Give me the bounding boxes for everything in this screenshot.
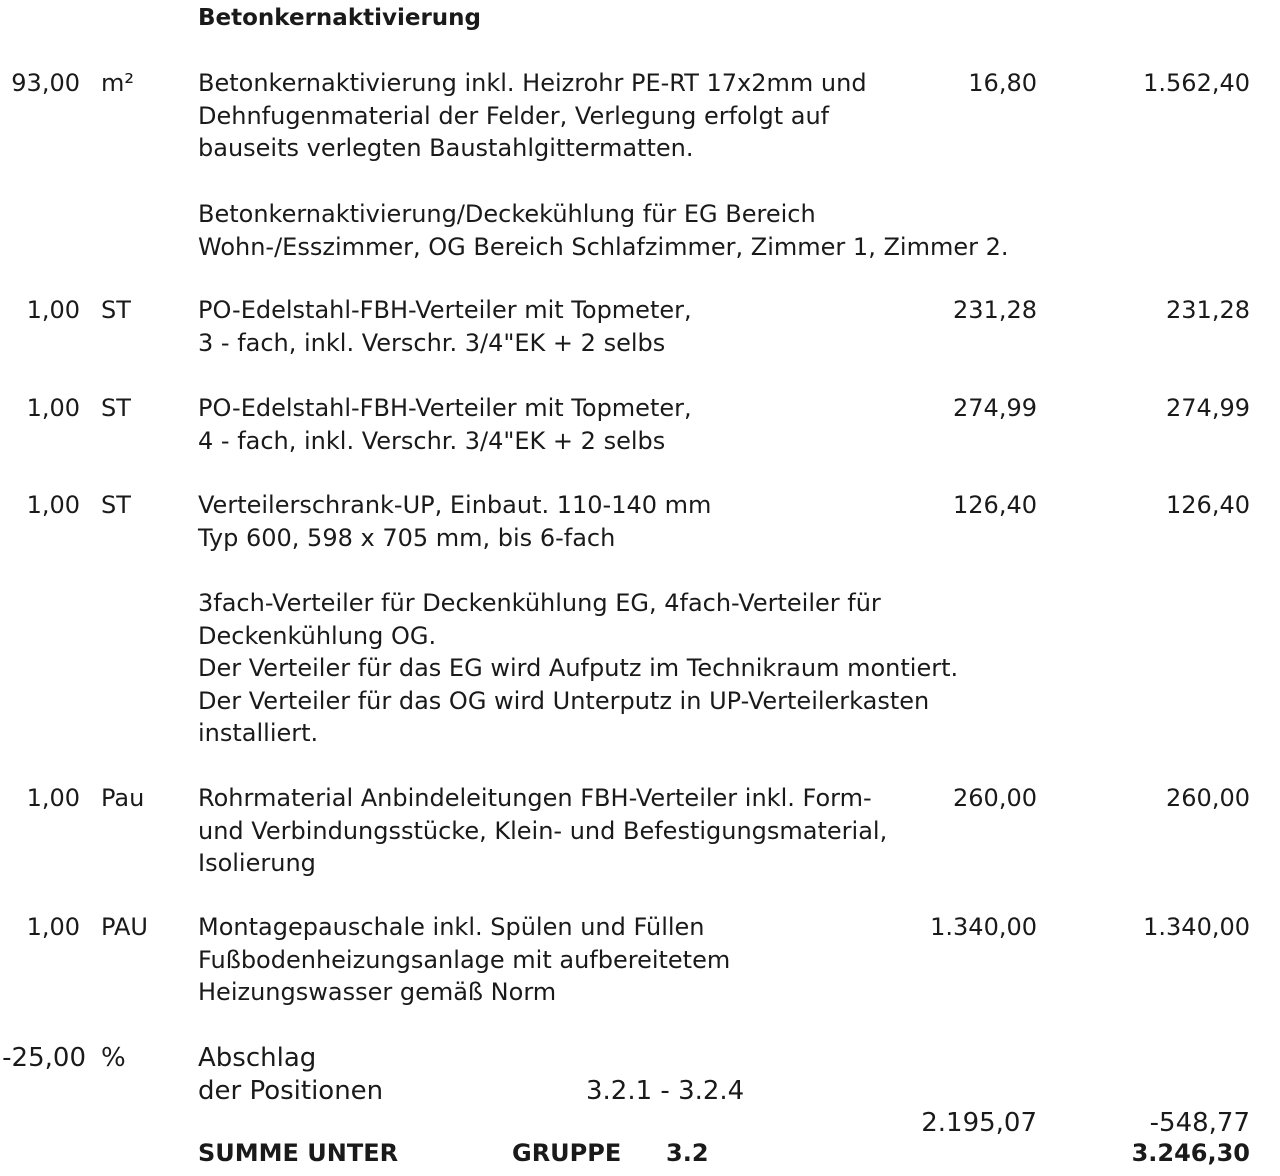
position-4-description [198,489,711,554]
position-4-unit: ST [101,491,131,519]
summary-total: 3.246,30 [1131,1139,1250,1167]
position-6-total: 1.340,00 [1143,913,1250,941]
position-5-unit: Pau [101,784,145,812]
position-1-qty: 93,00 [11,69,80,97]
position-5-total: 260,00 [1166,784,1250,812]
note-2-line: Der Verteiler für das EG wird Aufputz im Technikraum montiert. [198,654,959,682]
summary-label: SUMME UNTER [198,1139,399,1167]
note-2 [198,587,958,750]
position-1-unit-price: 16,80 [968,69,1037,97]
position-1-total: 1.562,40 [1143,69,1250,97]
discount-qty: -25,00 [2,1043,86,1073]
position-6-qty: 1,00 [26,913,80,941]
position-2-qty: 1,00 [26,296,80,324]
discount-unit: % [101,1043,126,1073]
section-title: Betonkernaktivierung [198,5,482,31]
note-2-line: Deckenkühlung OG. [198,621,437,650]
position-5-desc-line: Isolierung [198,849,316,877]
note-1 [198,198,1008,263]
position-6-unit-price: 1.340,00 [930,913,1037,941]
position-1-desc-line: bauseits verlegten Baustahlgittermatten. [198,134,694,162]
position-1-desc-line: Dehnfugenmaterial der Felder, Verlegung erfolgt auf [198,101,830,130]
position-5-desc-line: Rohrmaterial Anbindeleitungen FBH-Verteiler inkl. Form- [198,784,872,812]
note-1-line: Wohn-/Esszimmer, OG Bereich Schlafzimmer, Zimmer 1, Zimmer 2. [198,232,1009,261]
summary-group-label: GRUPPE [512,1139,622,1167]
position-3-total: 274,99 [1166,394,1250,422]
discount-label-1: Abschlag [198,1043,317,1073]
position-5-unit-price: 260,00 [953,784,1037,812]
position-1-description [198,67,867,165]
position-4-total: 126,40 [1166,491,1250,519]
position-2-desc-line: 3 - fach, inkl. Verschr. 3/4"EK + 2 selbs [198,328,666,357]
position-3-unit: ST [101,394,131,422]
position-6-desc-line: Montagepauschale inkl. Spülen und Füllen [198,913,705,941]
note-2-line: Der Verteiler für das OG wird Unterputz in UP-Verteilerkasten [198,686,930,715]
position-2-description [198,294,692,359]
position-3-description [198,392,692,457]
position-1-desc-line: Betonkernaktivierung inkl. Heizrohr PE-RT 17x2mm und [198,69,867,97]
position-3-qty: 1,00 [26,394,80,422]
position-4-desc-line: Typ 600, 598 x 705 mm, bis 6-fach [198,523,616,552]
position-5-desc-line: und Verbindungsstücke, Klein- und Befestigungsmaterial, [198,816,888,845]
position-5-description [198,782,887,880]
discount-amount: -548,77 [1149,1108,1250,1138]
position-3-desc-line: 4 - fach, inkl. Verschr. 3/4"EK + 2 selbs [198,426,666,455]
position-4-desc-line: Verteilerschrank-UP, Einbaut. 110-140 mm [198,491,712,519]
position-1-unit: m² [101,69,134,97]
position-2-unit: ST [101,296,131,324]
position-3-unit-price: 274,99 [953,394,1037,422]
position-2-desc-line: PO-Edelstahl-FBH-Verteiler mit Topmeter, [198,296,692,324]
position-2-total: 231,28 [1166,296,1250,324]
position-3-desc-line: PO-Edelstahl-FBH-Verteiler mit Topmeter, [198,394,692,422]
note-1-line: Betonkernaktivierung/Deckekühlung für EG Bereich [198,200,816,228]
position-6-desc-line: Fußbodenheizungsanlage mit aufbereitetem [198,945,731,974]
position-5-qty: 1,00 [26,784,80,812]
position-6-unit: PAU [101,913,148,941]
note-2-line: 3fach-Verteiler für Deckenkühlung EG, 4fach-Verteiler für [198,589,881,617]
discount-range: 3.2.1 - 3.2.4 [586,1076,745,1106]
position-6-description [198,911,730,1009]
position-6-desc-line: Heizungswasser gemäß Norm [198,978,557,1006]
position-2-unit-price: 231,28 [953,296,1037,324]
discount-label-2: der Positionen [198,1076,384,1106]
note-2-line: installiert. [198,719,319,747]
position-4-qty: 1,00 [26,491,80,519]
summary-group-number: 3.2 [666,1139,709,1167]
position-4-unit-price: 126,40 [953,491,1037,519]
discount-base: 2.195,07 [921,1108,1037,1138]
